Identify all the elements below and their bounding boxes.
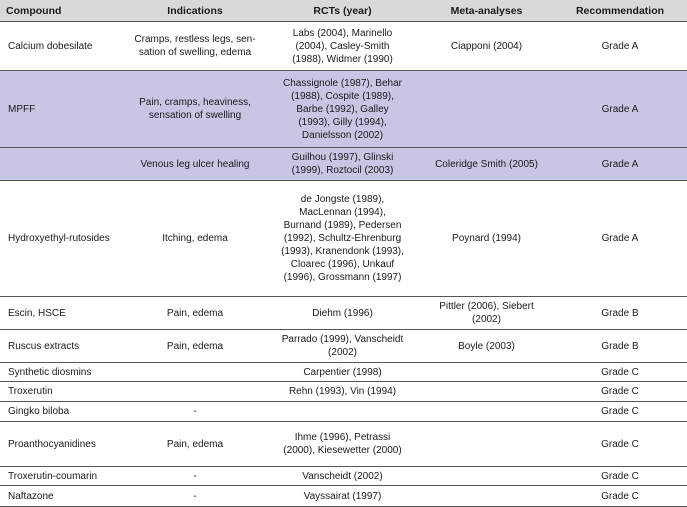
cell-indications: Pain, edema (125, 422, 265, 467)
header-row (0, 0, 687, 22)
cell-compound: Naftazone (0, 486, 125, 507)
cell-rcts: Carpentier (1998) (265, 363, 420, 382)
header-compound: Compound (0, 0, 125, 22)
cell-indications: Pain, edema (125, 330, 265, 363)
cell-recommendation: Grade C (553, 402, 687, 422)
cell-indications: - (125, 467, 265, 486)
cell-recommendation: Grade A (553, 22, 687, 71)
cell-meta: Ciapponi (2004) (420, 22, 553, 71)
table-row (0, 467, 687, 486)
cell-recommendation: Grade C (553, 382, 687, 402)
table-row (0, 297, 687, 330)
cell-meta (420, 363, 553, 382)
cell-compound: Escin, HSCE (0, 297, 125, 330)
cell-indications: Pain, cramps, heaviness, sensation of swelling (125, 71, 265, 148)
cell-compound: Gingko biloba (0, 402, 125, 422)
header-recommendation: Recommendation (553, 0, 687, 22)
cell-compound: Troxerutin-coumarin (0, 467, 125, 486)
cell-compound: Hydroxyethyl-rutosides (0, 181, 125, 297)
cell-rcts: Vayssairat (1997) (265, 486, 420, 507)
cell-compound: Synthetic diosmins (0, 363, 125, 382)
cell-compound: Calcium dobesilate (0, 22, 125, 71)
table-row (0, 363, 687, 382)
cell-meta (420, 422, 553, 467)
table-row (0, 22, 687, 71)
cell-indications (125, 382, 265, 402)
table-row (0, 382, 687, 402)
cell-rcts: Rehn (1993), Vin (1994) (265, 382, 420, 402)
cell-compound (0, 148, 125, 181)
cell-recommendation: Grade A (553, 71, 687, 148)
cell-rcts: Ihme (1996), Petrassi (2000), Kiesewetter (2000) (265, 422, 420, 467)
table-row (0, 486, 687, 507)
table-row (0, 181, 687, 297)
cell-rcts: Chassignole (1987), Behar (1988), Cospite (1989), Barbe (1992), Galley (1993), Gilly (1994), Danielsson (2002) (265, 71, 420, 148)
cell-recommendation: Grade C (553, 422, 687, 467)
cell-recommendation: Grade B (553, 330, 687, 363)
cell-rcts: Diehm (1996) (265, 297, 420, 330)
cell-meta (420, 71, 553, 148)
cell-indications: Itching, edema (125, 181, 265, 297)
header-meta-analyses: Meta-analyses (420, 0, 553, 22)
cell-meta (420, 467, 553, 486)
cell-rcts (265, 402, 420, 422)
cell-indications: - (125, 402, 265, 422)
header-indications: Indications (125, 0, 265, 22)
cell-compound: Troxerutin (0, 382, 125, 402)
table-row (0, 422, 687, 467)
table-row (0, 148, 687, 181)
cell-rcts: Guilhou (1997), Glinski (1999), Roztocil (2003) (265, 148, 420, 181)
cell-recommendation: Grade B (553, 297, 687, 330)
cell-indications: Pain, edema (125, 297, 265, 330)
cell-meta: Coleridge Smith (2005) (420, 148, 553, 181)
cell-indications (125, 363, 265, 382)
cell-compound: Ruscus extracts (0, 330, 125, 363)
cell-meta: Boyle (2003) (420, 330, 553, 363)
table-row (0, 402, 687, 422)
cell-recommendation: Grade C (553, 363, 687, 382)
cell-indications: Cramps, restless legs, sen- sation of swelling, edema (125, 22, 265, 71)
header-rcts: RCTs (year) (265, 0, 420, 22)
cell-rcts: Labs (2004), Marinello (2004), Casley-Smith (1988), Widmer (1990) (265, 22, 420, 71)
cell-meta: Poynard (1994) (420, 181, 553, 297)
cell-rcts: Parrado (1999), Vanscheidt (2002) (265, 330, 420, 363)
cell-recommendation: Grade C (553, 486, 687, 507)
cell-meta (420, 402, 553, 422)
table-row (0, 71, 687, 148)
cell-recommendation: Grade C (553, 467, 687, 486)
cell-indications: - (125, 486, 265, 507)
cell-compound: MPFF (0, 71, 125, 148)
cell-recommendation: Grade A (553, 148, 687, 181)
cell-rcts: Vanscheidt (2002) (265, 467, 420, 486)
cell-compound: Proanthocyanidines (0, 422, 125, 467)
cell-meta: Pittler (2006), Siebert (2002) (420, 297, 553, 330)
cell-rcts: de Jongste (1989), MacLennan (1994), Burnand (1989), Pedersen (1992), Schultz-Ehrenburg (1993), Kranendonk (1993), Cloarec (1996), Unkauf (1996), Grossmann (1997) (265, 181, 420, 297)
cell-recommendation: Grade A (553, 181, 687, 297)
table-row (0, 330, 687, 363)
cell-meta (420, 486, 553, 507)
cell-meta (420, 382, 553, 402)
cell-indications: Venous leg ulcer healing (125, 148, 265, 181)
